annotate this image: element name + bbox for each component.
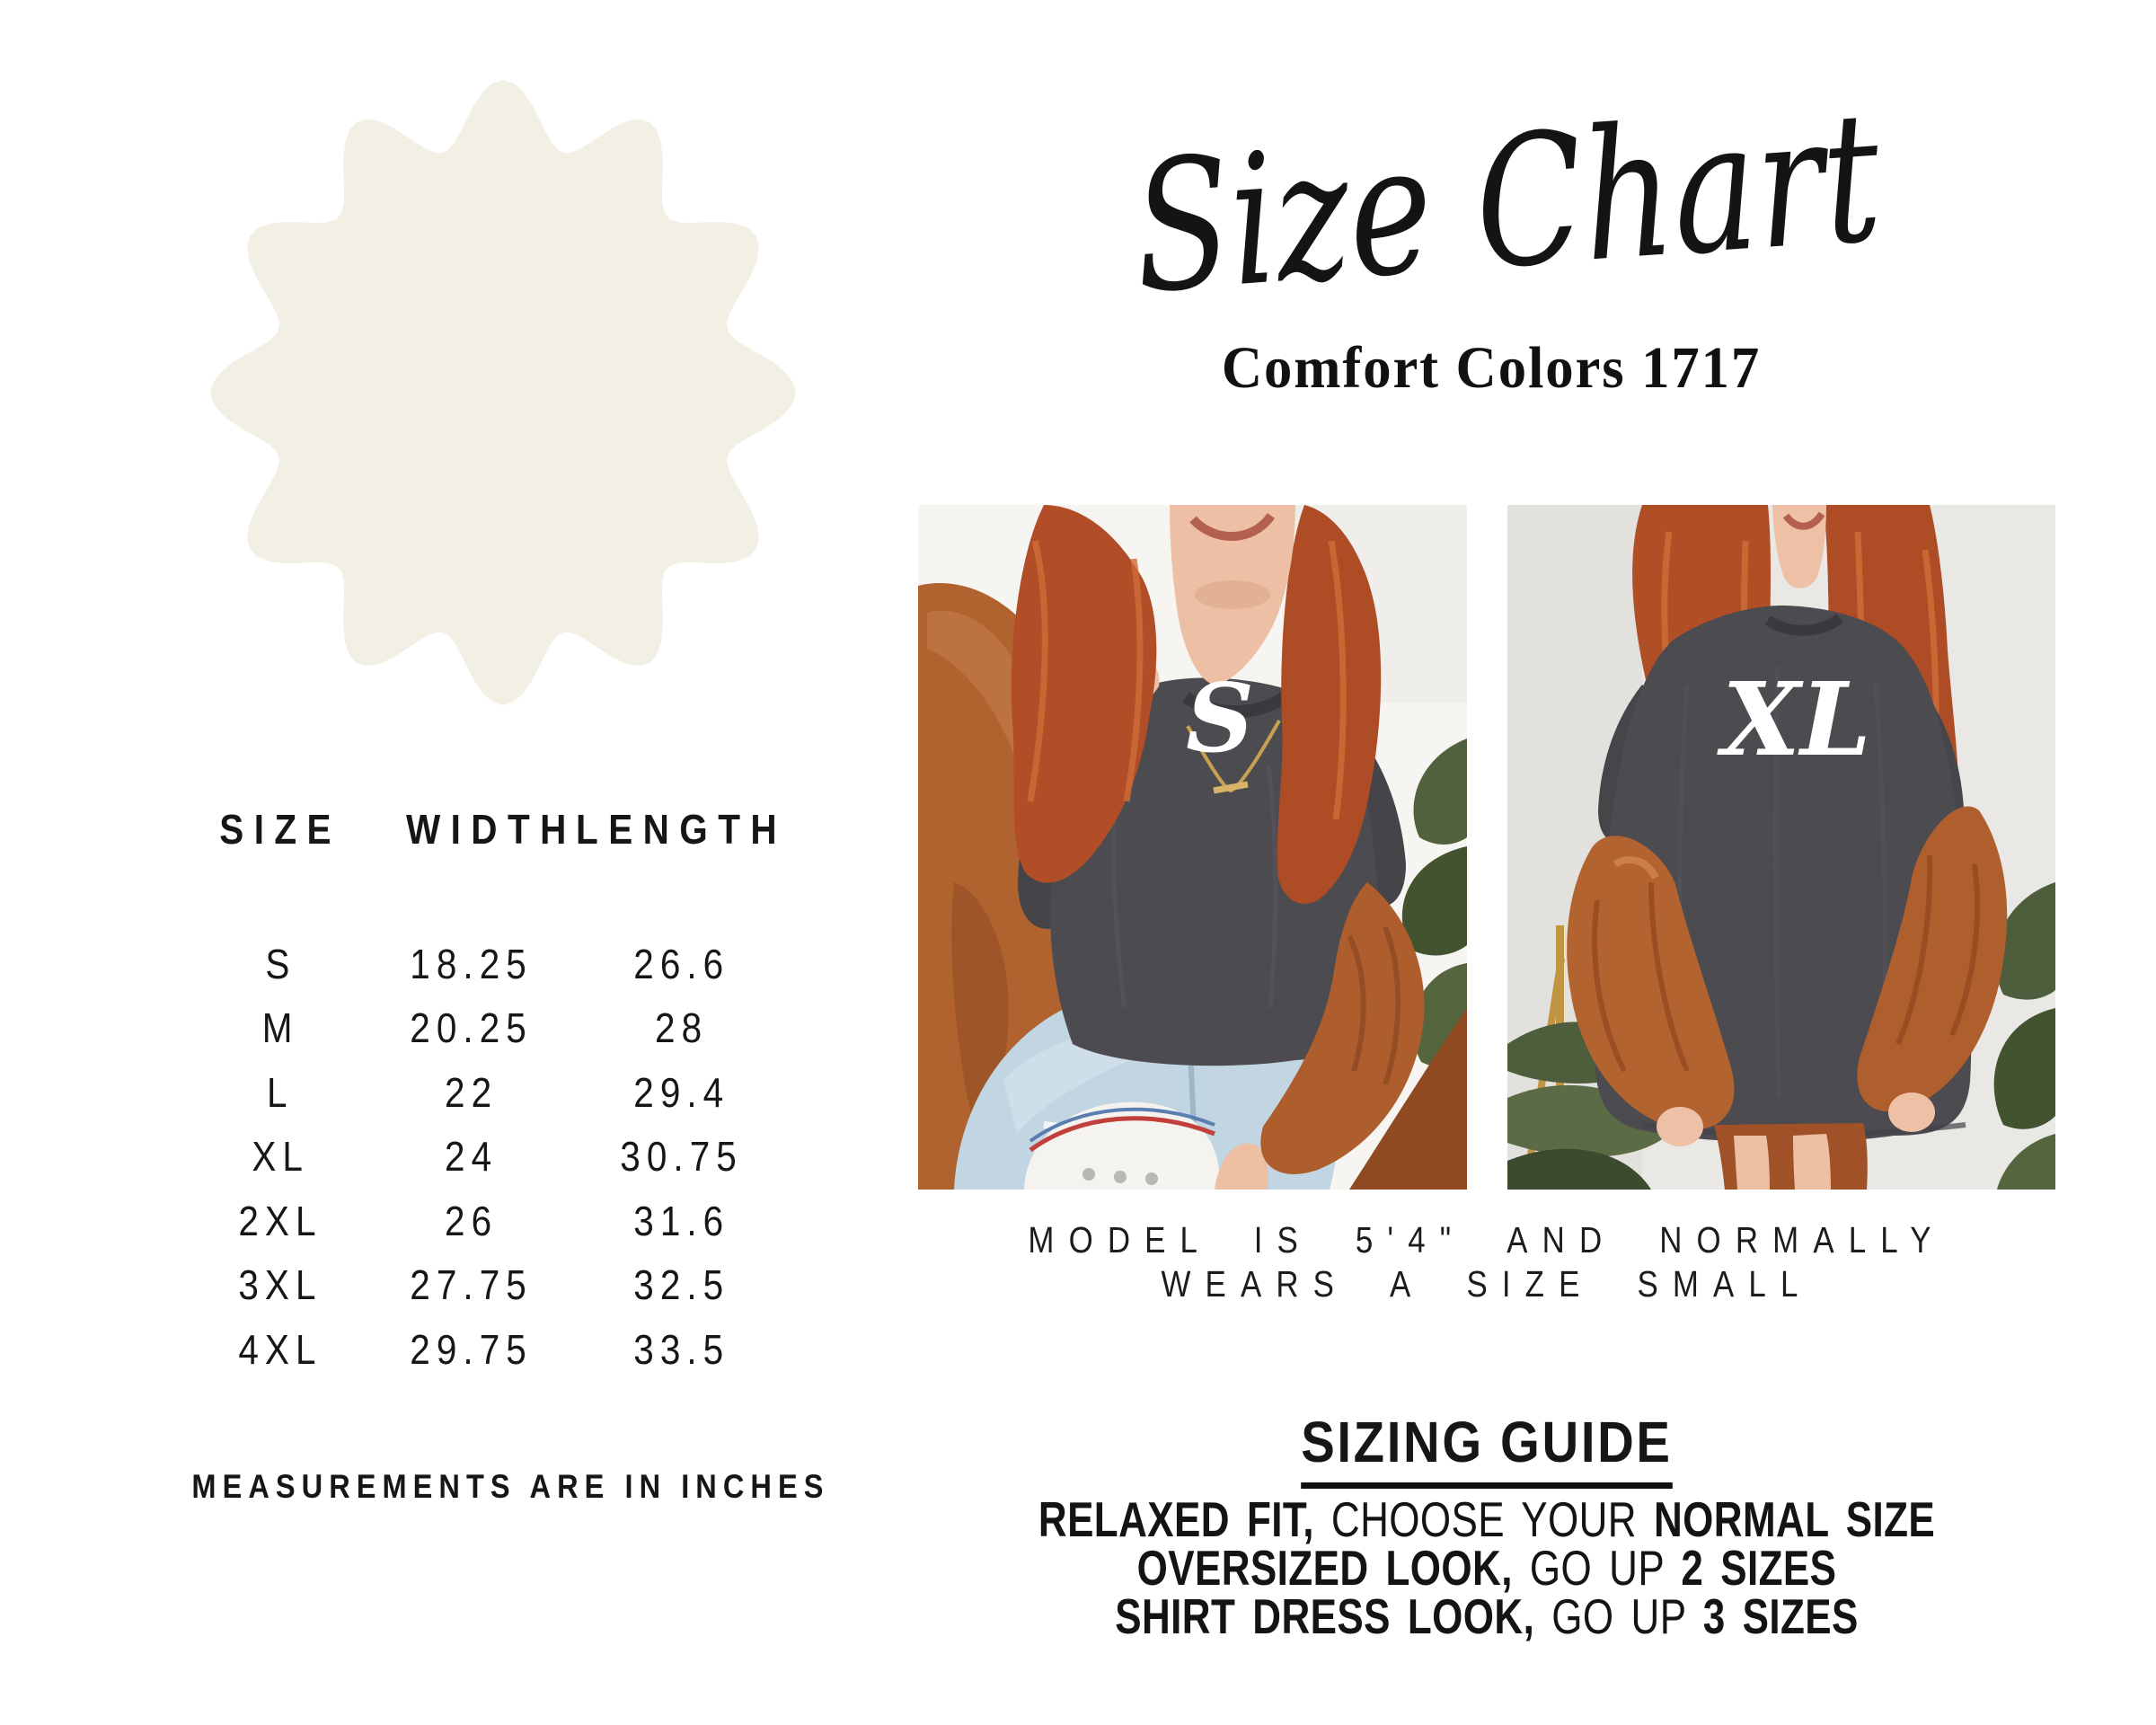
table-cell: 22: [445, 1068, 499, 1116]
table-cell: 26: [445, 1197, 499, 1244]
column-header-width: WIDTH: [405, 806, 577, 853]
sizing-guide-line: SHIRT DRESS LOOK, GO UP 3 SIZES: [1115, 1588, 1859, 1644]
table-cell: 28: [655, 1004, 709, 1052]
table-row: [166, 1125, 815, 1190]
model-photo-size-xl: [1507, 505, 2055, 1190]
leg-graphic: [1793, 1134, 1831, 1190]
page-subtitle: Comfort Colors 1717: [1221, 335, 1762, 401]
table-cell: 24: [445, 1133, 499, 1181]
model-photo-xl-illustration: [1507, 505, 2055, 1190]
sizing-guide-lines: [903, 1491, 2071, 1644]
table-cell: 26.6: [633, 940, 730, 987]
table-cell: 4XL: [238, 1325, 323, 1373]
model-photo-size-s: [918, 505, 1467, 1190]
sizing-guide-heading: SIZING GUIDE: [1082, 1409, 1891, 1489]
page-title: Size Chart: [1127, 73, 1887, 334]
table-cell: 18.25: [410, 940, 534, 987]
table-cell: 2XL: [238, 1197, 323, 1244]
table-cell: M: [261, 1004, 299, 1052]
table-row: [166, 1060, 815, 1125]
table-cell: S: [264, 940, 296, 987]
size-table: [166, 802, 815, 1382]
model-caption: [930, 1218, 2044, 1306]
shirt-size-label-xl: XL: [1722, 661, 1871, 779]
table-cell: 32.5: [633, 1261, 730, 1309]
table-header-row: [166, 802, 815, 856]
model-photo-s-illustration: [918, 505, 1467, 1190]
scallop-blob-decoration: [205, 74, 801, 712]
leg-graphic: [1734, 1136, 1770, 1190]
table-cell: 30.75: [620, 1133, 744, 1181]
shirt-size-label-s: S: [1186, 662, 1254, 774]
table-row: [166, 1253, 815, 1318]
sizing-guide-line: OVERSIZED LOOK, GO UP 2 SIZES: [1136, 1540, 1837, 1596]
table-cell: 27.75: [410, 1261, 534, 1309]
table-cell: 20.25: [410, 1004, 534, 1052]
table-cell: 3XL: [238, 1261, 323, 1309]
column-header-size: SIZE: [219, 806, 341, 853]
table-cell: 29.4: [633, 1068, 730, 1116]
table-cell: 31.6: [633, 1197, 730, 1244]
model-caption-line1: MODEL IS 5'4" AND NORMALLY: [1028, 1219, 1946, 1261]
hand-graphic: [1888, 1092, 1935, 1132]
table-cell: XL: [252, 1133, 309, 1181]
table-row: [166, 1189, 815, 1253]
table-row: [166, 996, 815, 1061]
table-row: [166, 932, 815, 996]
sizing-guide-line: RELAXED FIT, CHOOSE YOUR NORMAL SIZE: [1038, 1491, 1936, 1547]
measurements-note: MEASUREMENTS ARE IN INCHES: [191, 1468, 830, 1505]
table-row: [166, 1317, 815, 1382]
column-header-length: LENGTH: [576, 806, 788, 853]
model-caption-line2: WEARS A SIZE SMALL: [1161, 1263, 1813, 1305]
size-table-body: [166, 932, 815, 1382]
table-cell: 33.5: [633, 1325, 730, 1373]
table-cell: L: [267, 1068, 294, 1116]
table-cell: 29.75: [410, 1325, 534, 1373]
hand-graphic: [1657, 1107, 1703, 1146]
